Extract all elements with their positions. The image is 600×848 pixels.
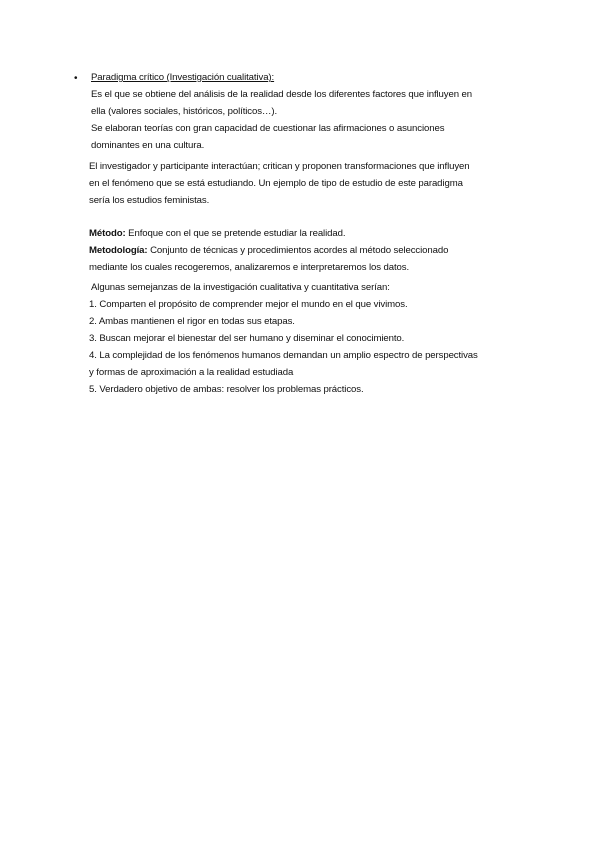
list-item: 2. Ambas mantienen el rigor en todas sus etapas.	[89, 316, 295, 327]
paragraph-line: El investigador y participante interactúan; critican y proponen transformaciones que influyen	[89, 161, 470, 172]
metodologia-line	[89, 242, 448, 259]
list-item: 5. Verdadero objetivo de ambas: resolver los problemas prácticos.	[89, 384, 364, 395]
paragraph-line: sería los estudios feministas.	[89, 195, 210, 206]
body-line: Se elaboran teorías con gran capacidad de cuestionar las afirmaciones o asunciones	[91, 123, 445, 134]
section-heading: Paradigma crítico (Investigación cualitativa):	[91, 72, 275, 83]
metodologia-text: Conjunto de técnicas y procedimientos acordes al método seleccionado	[147, 245, 449, 256]
paragraph-line: en el fenómeno que se está estudiando. Un ejemplo de tipo de estudio de este paradigma	[89, 178, 463, 189]
list-item: y formas de aproximación a la realidad estudiada	[89, 367, 294, 378]
bullet-point: •	[74, 73, 78, 84]
metodo-line	[89, 225, 345, 242]
metodologia-continuation: mediante los cuales recogeremos, analizaremos e interpretaremos los datos.	[89, 262, 410, 273]
body-line: ella (valores sociales, históricos, políticos…).	[91, 106, 278, 117]
body-line: dominantes en una cultura.	[91, 140, 205, 151]
semejanzas-intro: Algunas semejanzas de la investigación cualitativa y cuantitativa serían:	[91, 282, 390, 293]
list-item: 4. La complejidad de los fenómenos humanos demandan un amplio espectro de perspectivas	[89, 350, 478, 361]
list-item: 3. Buscan mejorar el bienestar del ser humano y diseminar el conocimiento.	[89, 333, 405, 344]
metodologia-label: Metodología:	[89, 245, 148, 256]
list-item: 1. Comparten el propósito de comprender mejor el mundo en el que vivimos.	[89, 299, 408, 310]
metodo-text: Enfoque con el que se pretende estudiar la realidad.	[125, 228, 346, 239]
metodo-label: Método:	[89, 228, 126, 239]
body-line: Es el que se obtiene del análisis de la realidad desde los diferentes factores que influyen en	[91, 89, 473, 100]
